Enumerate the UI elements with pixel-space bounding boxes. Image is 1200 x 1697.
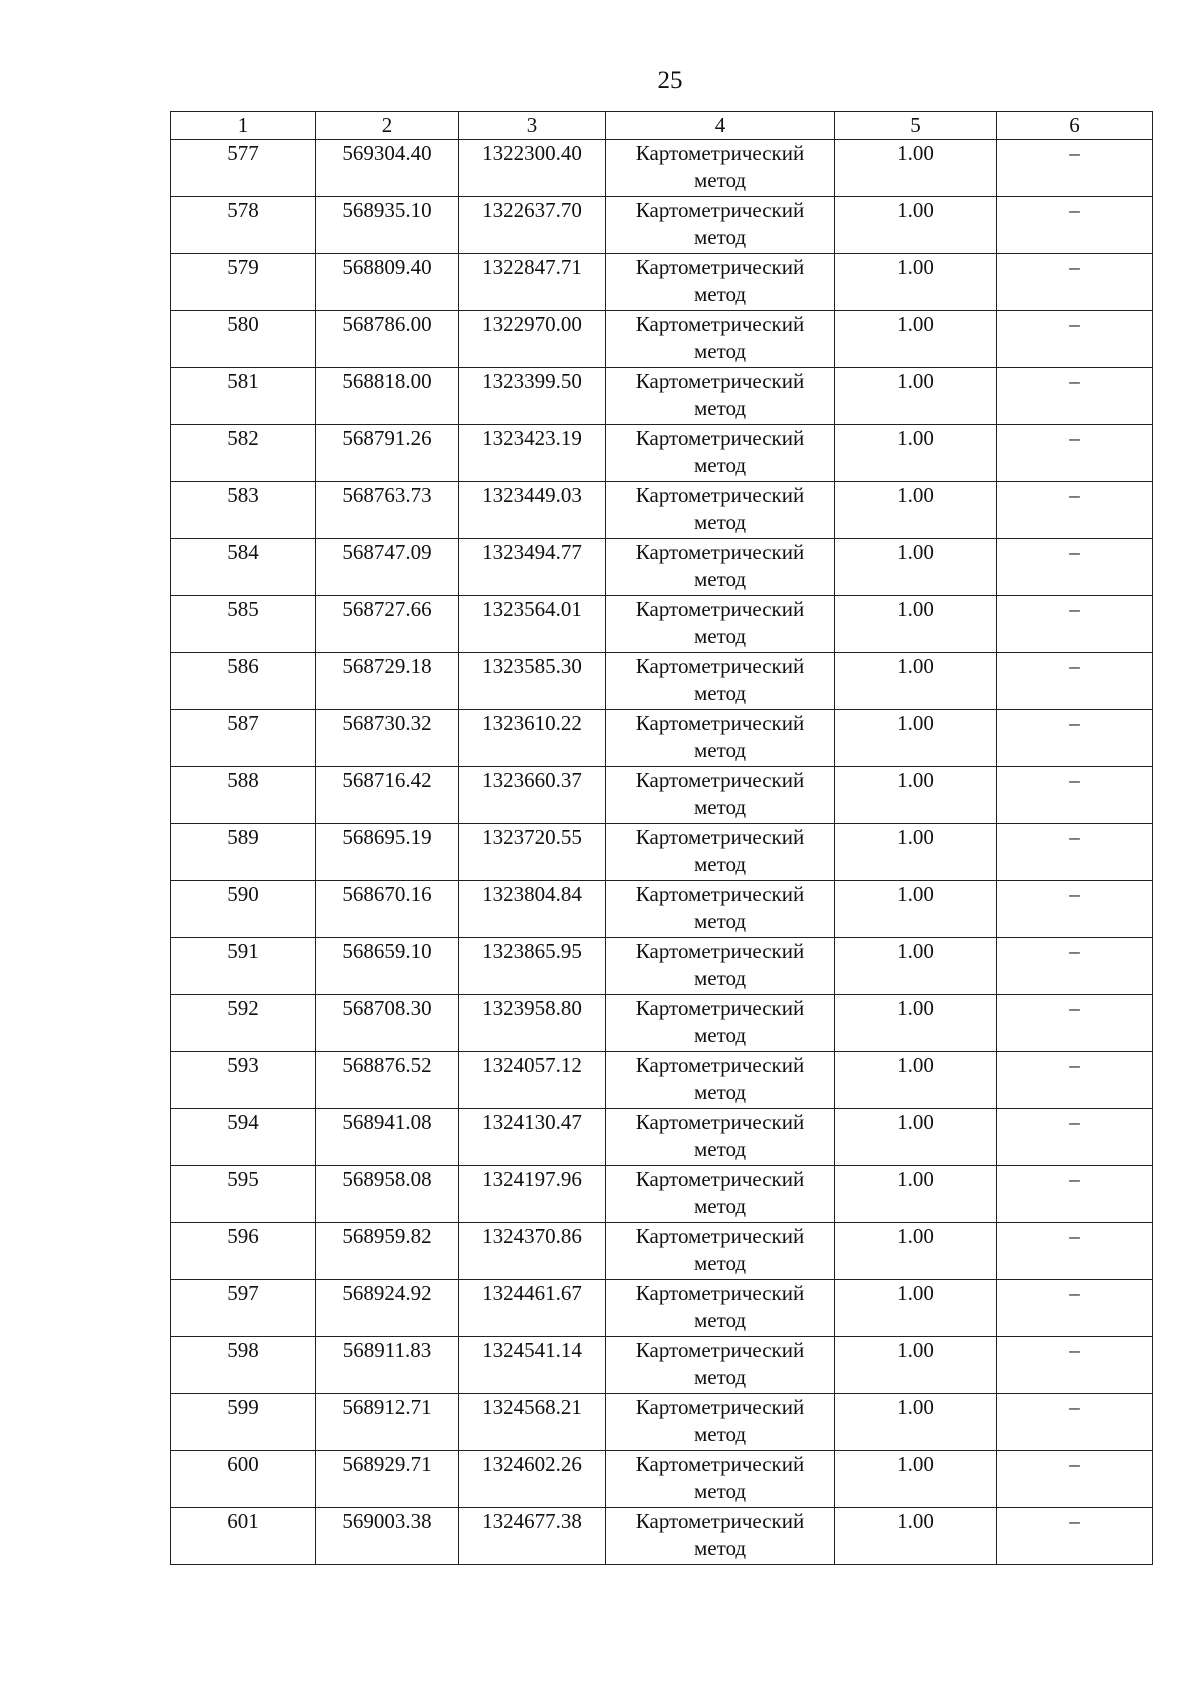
table-row [171, 1394, 1153, 1451]
method-line-1: Картометрический [635, 597, 805, 621]
accuracy-cell: 1.00 [835, 368, 997, 425]
method-cell [606, 1109, 835, 1166]
point-number-cell: 581 [171, 368, 316, 425]
column-header-1: 1 [171, 112, 316, 140]
y-coordinate-cell: 1324541.14 [459, 1337, 606, 1394]
x-coordinate-cell: 568729.18 [316, 653, 459, 710]
note-cell: – [997, 539, 1153, 596]
accuracy-cell: 1.00 [835, 197, 997, 254]
method-cell [606, 995, 835, 1052]
point-number-cell: 595 [171, 1166, 316, 1223]
method-line-1: Картометрический [635, 1338, 805, 1362]
method-line-2: метод [693, 624, 747, 648]
accuracy-cell: 1.00 [835, 482, 997, 539]
table-row [171, 1280, 1153, 1337]
y-coordinate-cell: 1323564.01 [459, 596, 606, 653]
note-cell: – [997, 1337, 1153, 1394]
column-header-2: 2 [316, 112, 459, 140]
method-cell [606, 881, 835, 938]
table-row [171, 197, 1153, 254]
accuracy-cell: 1.00 [835, 1451, 997, 1508]
method-cell [606, 596, 835, 653]
method-cell [606, 1451, 835, 1508]
y-coordinate-cell: 1324370.86 [459, 1223, 606, 1280]
table-row [171, 596, 1153, 653]
point-number-cell: 601 [171, 1508, 316, 1565]
note-cell: – [997, 1394, 1153, 1451]
method-line-1: Картометрический [635, 1395, 805, 1419]
table-row [171, 1451, 1153, 1508]
method-line-1: Картометрический [635, 825, 805, 849]
table-row [171, 824, 1153, 881]
note-cell: – [997, 1451, 1153, 1508]
note-cell: – [997, 1280, 1153, 1337]
method-line-2: метод [693, 1194, 747, 1218]
y-coordinate-cell: 1322970.00 [459, 311, 606, 368]
accuracy-cell: 1.00 [835, 1394, 997, 1451]
method-cell [606, 824, 835, 881]
y-coordinate-cell: 1323585.30 [459, 653, 606, 710]
accuracy-cell: 1.00 [835, 995, 997, 1052]
point-number-cell: 599 [171, 1394, 316, 1451]
note-cell: – [997, 1508, 1153, 1565]
method-cell [606, 140, 835, 197]
method-line-2: метод [693, 396, 747, 420]
method-line-1: Картометрический [635, 255, 805, 279]
y-coordinate-cell: 1322300.40 [459, 140, 606, 197]
page-number: 25 [657, 67, 683, 94]
table-row [171, 1166, 1153, 1223]
method-line-1: Картометрический [635, 1167, 805, 1191]
method-cell [606, 368, 835, 425]
table-row [171, 482, 1153, 539]
method-cell [606, 425, 835, 482]
method-line-1: Картометрический [635, 1281, 805, 1305]
y-coordinate-cell: 1323423.19 [459, 425, 606, 482]
method-line-2: метод [693, 453, 747, 477]
accuracy-cell: 1.00 [835, 596, 997, 653]
method-line-1: Картометрический [635, 312, 805, 336]
method-line-2: метод [693, 1080, 747, 1104]
method-line-2: метод [693, 1308, 747, 1332]
x-coordinate-cell: 568716.42 [316, 767, 459, 824]
method-line-2: метод [693, 1251, 747, 1275]
table-row [171, 938, 1153, 995]
note-cell: – [997, 368, 1153, 425]
point-number-cell: 582 [171, 425, 316, 482]
x-coordinate-cell: 568786.00 [316, 311, 459, 368]
table-row [171, 653, 1153, 710]
method-line-2: метод [693, 681, 747, 705]
y-coordinate-cell: 1324197.96 [459, 1166, 606, 1223]
header-row [171, 112, 1153, 140]
y-coordinate-cell: 1323958.80 [459, 995, 606, 1052]
method-line-1: Картометрический [635, 654, 805, 678]
accuracy-cell: 1.00 [835, 1109, 997, 1166]
table-row [171, 1508, 1153, 1565]
method-line-2: метод [693, 1422, 747, 1446]
table-row [171, 995, 1153, 1052]
table-row [171, 368, 1153, 425]
x-coordinate-cell: 568911.83 [316, 1337, 459, 1394]
method-line-2: метод [693, 966, 747, 990]
method-line-2: метод [693, 282, 747, 306]
x-coordinate-cell: 569304.40 [316, 140, 459, 197]
method-line-1: Картометрический [635, 1110, 805, 1134]
note-cell: – [997, 995, 1153, 1052]
method-line-2: метод [693, 795, 747, 819]
table-row [171, 1337, 1153, 1394]
method-line-1: Картометрический [635, 540, 805, 564]
x-coordinate-cell: 569003.38 [316, 1508, 459, 1565]
method-line-2: метод [693, 1137, 747, 1161]
y-coordinate-cell: 1323720.55 [459, 824, 606, 881]
method-line-2: метод [693, 1536, 747, 1560]
note-cell: – [997, 596, 1153, 653]
y-coordinate-cell: 1324130.47 [459, 1109, 606, 1166]
y-coordinate-cell: 1323399.50 [459, 368, 606, 425]
accuracy-cell: 1.00 [835, 140, 997, 197]
x-coordinate-cell: 568708.30 [316, 995, 459, 1052]
point-number-cell: 598 [171, 1337, 316, 1394]
method-line-1: Картометрический [635, 996, 805, 1020]
method-line-1: Картометрический [635, 426, 805, 450]
point-number-cell: 578 [171, 197, 316, 254]
method-line-2: метод [693, 738, 747, 762]
method-cell [606, 1337, 835, 1394]
accuracy-cell: 1.00 [835, 824, 997, 881]
accuracy-cell: 1.00 [835, 1280, 997, 1337]
method-line-1: Картометрический [635, 1452, 805, 1476]
table-row [171, 425, 1153, 482]
method-line-2: метод [693, 168, 747, 192]
point-number-cell: 580 [171, 311, 316, 368]
x-coordinate-cell: 568763.73 [316, 482, 459, 539]
y-coordinate-cell: 1322847.71 [459, 254, 606, 311]
method-line-1: Картометрический [635, 768, 805, 792]
method-line-2: метод [693, 510, 747, 534]
method-line-1: Картометрический [635, 939, 805, 963]
y-coordinate-cell: 1323494.77 [459, 539, 606, 596]
method-cell [606, 1508, 835, 1565]
x-coordinate-cell: 568727.66 [316, 596, 459, 653]
point-number-cell: 585 [171, 596, 316, 653]
point-number-cell: 590 [171, 881, 316, 938]
point-number-cell: 593 [171, 1052, 316, 1109]
note-cell: – [997, 425, 1153, 482]
column-header-3: 3 [459, 112, 606, 140]
method-cell [606, 539, 835, 596]
note-cell: – [997, 767, 1153, 824]
point-number-cell: 592 [171, 995, 316, 1052]
method-line-1: Картометрический [635, 882, 805, 906]
y-coordinate-cell: 1324602.26 [459, 1451, 606, 1508]
method-line-1: Картометрический [635, 369, 805, 393]
note-cell: – [997, 824, 1153, 881]
method-cell [606, 1394, 835, 1451]
y-coordinate-cell: 1324568.21 [459, 1394, 606, 1451]
accuracy-cell: 1.00 [835, 881, 997, 938]
note-cell: – [997, 653, 1153, 710]
point-number-cell: 587 [171, 710, 316, 767]
x-coordinate-cell: 568959.82 [316, 1223, 459, 1280]
accuracy-cell: 1.00 [835, 254, 997, 311]
x-coordinate-cell: 568935.10 [316, 197, 459, 254]
accuracy-cell: 1.00 [835, 1508, 997, 1565]
x-coordinate-cell: 568730.32 [316, 710, 459, 767]
y-coordinate-cell: 1323660.37 [459, 767, 606, 824]
note-cell: – [997, 254, 1153, 311]
table-row [171, 311, 1153, 368]
x-coordinate-cell: 568818.00 [316, 368, 459, 425]
method-line-2: метод [693, 567, 747, 591]
accuracy-cell: 1.00 [835, 938, 997, 995]
point-number-cell: 583 [171, 482, 316, 539]
note-cell: – [997, 1166, 1153, 1223]
accuracy-cell: 1.00 [835, 539, 997, 596]
column-header-6: 6 [997, 112, 1153, 140]
method-cell [606, 254, 835, 311]
point-number-cell: 586 [171, 653, 316, 710]
note-cell: – [997, 140, 1153, 197]
table-row [171, 254, 1153, 311]
method-line-1: Картометрический [635, 483, 805, 507]
method-line-1: Картометрический [635, 1224, 805, 1248]
method-cell [606, 1223, 835, 1280]
method-line-1: Картометрический [635, 141, 805, 165]
accuracy-cell: 1.00 [835, 1052, 997, 1109]
method-cell [606, 653, 835, 710]
coordinates-table [170, 111, 1153, 1565]
table-row [171, 140, 1153, 197]
method-line-2: метод [693, 1023, 747, 1047]
accuracy-cell: 1.00 [835, 1223, 997, 1280]
accuracy-cell: 1.00 [835, 767, 997, 824]
table-row [171, 1109, 1153, 1166]
method-cell [606, 938, 835, 995]
y-coordinate-cell: 1323865.95 [459, 938, 606, 995]
method-line-2: метод [693, 1479, 747, 1503]
point-number-cell: 577 [171, 140, 316, 197]
point-number-cell: 600 [171, 1451, 316, 1508]
method-line-2: метод [693, 1365, 747, 1389]
method-line-2: метод [693, 339, 747, 363]
y-coordinate-cell: 1324677.38 [459, 1508, 606, 1565]
note-cell: – [997, 311, 1153, 368]
method-cell [606, 197, 835, 254]
accuracy-cell: 1.00 [835, 1166, 997, 1223]
note-cell: – [997, 482, 1153, 539]
table-row [171, 710, 1153, 767]
point-number-cell: 596 [171, 1223, 316, 1280]
y-coordinate-cell: 1323449.03 [459, 482, 606, 539]
x-coordinate-cell: 568912.71 [316, 1394, 459, 1451]
x-coordinate-cell: 568695.19 [316, 824, 459, 881]
x-coordinate-cell: 568809.40 [316, 254, 459, 311]
accuracy-cell: 1.00 [835, 710, 997, 767]
x-coordinate-cell: 568747.09 [316, 539, 459, 596]
note-cell: – [997, 881, 1153, 938]
method-cell [606, 311, 835, 368]
method-cell [606, 710, 835, 767]
table-header [171, 112, 1153, 140]
y-coordinate-cell: 1322637.70 [459, 197, 606, 254]
x-coordinate-cell: 568929.71 [316, 1451, 459, 1508]
note-cell: – [997, 1223, 1153, 1280]
method-cell [606, 1280, 835, 1337]
table-row [171, 539, 1153, 596]
point-number-cell: 591 [171, 938, 316, 995]
method-line-1: Картометрический [635, 1053, 805, 1077]
table-row [171, 881, 1153, 938]
accuracy-cell: 1.00 [835, 311, 997, 368]
accuracy-cell: 1.00 [835, 653, 997, 710]
x-coordinate-cell: 568876.52 [316, 1052, 459, 1109]
note-cell: – [997, 197, 1153, 254]
accuracy-cell: 1.00 [835, 425, 997, 482]
x-coordinate-cell: 568958.08 [316, 1166, 459, 1223]
method-line-1: Картометрический [635, 711, 805, 735]
method-cell [606, 482, 835, 539]
method-cell [606, 1052, 835, 1109]
x-coordinate-cell: 568670.16 [316, 881, 459, 938]
method-cell [606, 767, 835, 824]
point-number-cell: 579 [171, 254, 316, 311]
point-number-cell: 584 [171, 539, 316, 596]
method-line-2: метод [693, 225, 747, 249]
y-coordinate-cell: 1323804.84 [459, 881, 606, 938]
column-header-4: 4 [606, 112, 835, 140]
table-row [171, 1052, 1153, 1109]
x-coordinate-cell: 568659.10 [316, 938, 459, 995]
table-body [171, 140, 1153, 1565]
method-line-2: метод [693, 852, 747, 876]
note-cell: – [997, 1109, 1153, 1166]
column-header-5: 5 [835, 112, 997, 140]
x-coordinate-cell: 568924.92 [316, 1280, 459, 1337]
table-row [171, 767, 1153, 824]
x-coordinate-cell: 568791.26 [316, 425, 459, 482]
y-coordinate-cell: 1324461.67 [459, 1280, 606, 1337]
point-number-cell: 589 [171, 824, 316, 881]
point-number-cell: 597 [171, 1280, 316, 1337]
x-coordinate-cell: 568941.08 [316, 1109, 459, 1166]
point-number-cell: 588 [171, 767, 316, 824]
method-line-2: метод [693, 909, 747, 933]
method-line-1: Картометрический [635, 198, 805, 222]
point-number-cell: 594 [171, 1109, 316, 1166]
y-coordinate-cell: 1324057.12 [459, 1052, 606, 1109]
method-cell [606, 1166, 835, 1223]
note-cell: – [997, 1052, 1153, 1109]
note-cell: – [997, 938, 1153, 995]
accuracy-cell: 1.00 [835, 1337, 997, 1394]
table-row [171, 1223, 1153, 1280]
method-line-1: Картометрический [635, 1509, 805, 1533]
y-coordinate-cell: 1323610.22 [459, 710, 606, 767]
note-cell: – [997, 710, 1153, 767]
